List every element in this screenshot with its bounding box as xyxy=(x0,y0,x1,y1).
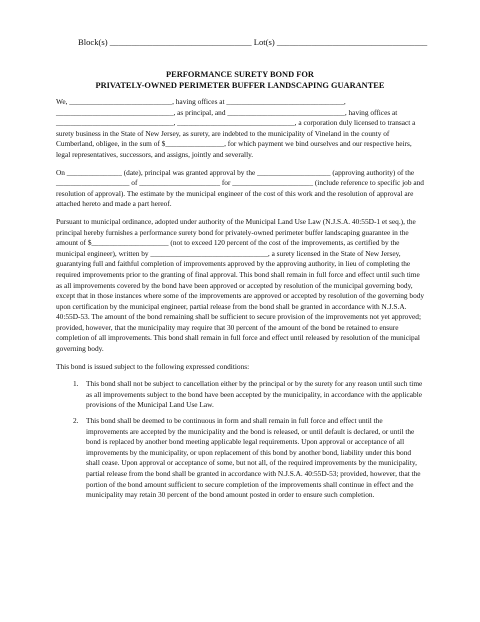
paragraph-ordinance: Pursuant to municipal ordinance, adopted under authority of the Municipal Land Use Law (N.J.S.A. 40:55D-1 et seq.), the principal hereby furnishes a performance surety bond for privately-owned perimeter buffer landscaping guarantee in the amount of $_____________________ (not to exceed 120 percent of the cost of the improvements, as certified by the municipal engineer), written by ________________________________, a surety licensed in the State of New Jersey, guarantying full and faithful completion of improvements approved by the approving authority, in lieu of completing the required improvements prior to the granting of final approval. This bond shall remain in full force and effect until such time as all improvements covered by the bond have been approved or accepted by resolution of the municipal governing body, except that in those instances where some of the improvements are approved or accepted by resolution of the governing body upon certification by the municipal engineer, partial release from the bond shall be granted in accordance with N.J.S.A. 40:55D-53. The amount of the bond remaining shall be sufficient to secure provision of the improvements not yet approved; provided, however, that the municipality may require that 30 percent of the amount of the bond be retained to ensure completion of all improvements. This bond shall remain in full force and effect until released by resolution of the municipal governing body. xyxy=(56,216,425,354)
condition-number: 1. xyxy=(73,379,79,389)
condition-text: This bond shall not be subject to cancellation either by the principal or by the surety for any reason until such time as all improvements subject to the bond have been accepted by the municipality, in accordance with the applicable provisions of the Municipal Land Use Law. xyxy=(86,379,423,410)
conditions-list xyxy=(56,379,426,501)
paragraph-approval: On _______________ (date), principal was granted approval by the ____________________ (approving authority) of the ____________________ of ______________________ for ______________________ (include reference to specific job and resolution of approval). The estimate by the municipal engineer of the cost of this work and the resolution of approval are attached hereto and made a part hereof. xyxy=(56,167,424,209)
condition-item xyxy=(56,379,426,411)
paragraph-conditions-intro: This bond is issued subject to the following expressed conditions: xyxy=(56,361,250,371)
block-lot-line: Block(s) _________________________________ Lot(s) ___________________________________ xyxy=(78,37,428,47)
paragraph-parties: We, ____________________________, having offices at ________________________________, ________________________________, as principal, and ________________________________, having offices at ________________________________, ________________________________, a corporation duly licensed to transact a surety business in the State of New Jersey, as surety, are indebted to the municipality of Vineland in the county of Cumberland, obligee, in the sum of $________________, for which payment we bind ourselves and our respective heirs, legal representatives, successors, and assigns, jointly and severally. xyxy=(56,97,416,159)
condition-text: This bond shall be deemed to be continuous in form and shall remain in full force and effect until the improvements are accepted by the municipality and the bond is released, or until default is declared, or until the bond is replaced by another bond meeting applicable legal requirements. Upon approval or acceptance of all improvements by the municipality, or upon replacement of this bond by another bond, liability under this bond shall cease. Upon approval or acceptance of some, but not all, of the required improvements by the municipality, partial release from the bond shall be granted in accordance with N.J.S.A. 40:55D-53; provided, however, that the portion of the bond amount sufficient to secure completion of the improvements shall continue in effect and the municipality may retain 30 percent of the bond amount posted in order to ensure such completion. xyxy=(86,416,421,500)
document-title xyxy=(0,69,480,91)
title-line-2: PRIVATELY-OWNED PERIMETER BUFFER LANDSCAPING GUARANTEE xyxy=(95,81,385,90)
condition-item xyxy=(56,416,426,501)
title-line-1: PERFORMANCE SURETY BOND FOR xyxy=(166,70,314,79)
condition-number: 2. xyxy=(73,416,79,426)
document-body xyxy=(56,97,426,506)
